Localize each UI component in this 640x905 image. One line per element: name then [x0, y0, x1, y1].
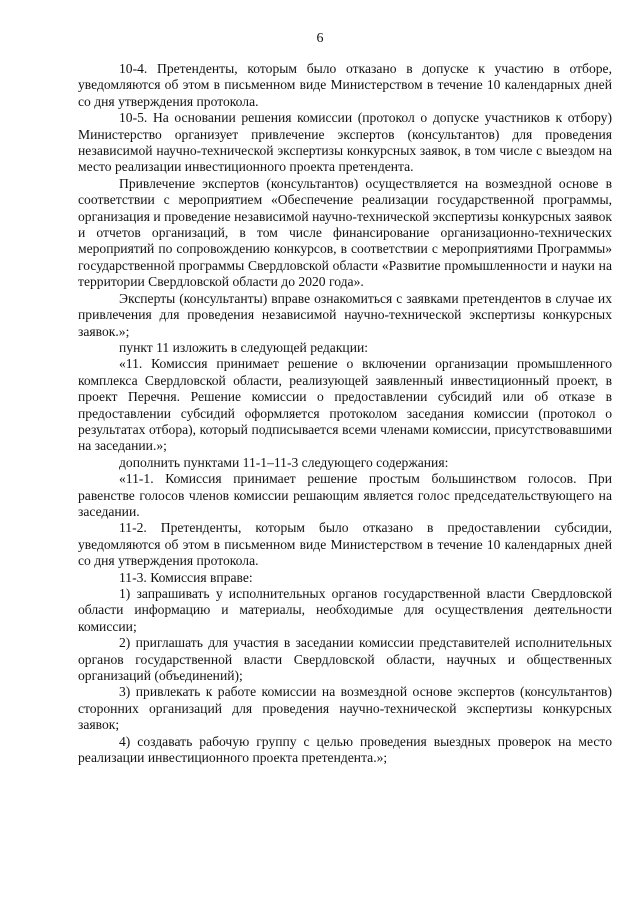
paragraph-experts-rights: Эксперты (консультанты) вправе ознакомиться с заявками претендентов в случае их привлечения для проведения независимой научно-технической экспертизы конкурсных заявок.»; — [78, 290, 612, 339]
paragraph-item-11-intro: пункт 11 изложить в следующей редакции: — [119, 339, 369, 355]
page-number: 6 — [316, 31, 324, 46]
list-item-4: 4) создавать рабочую группу с целью проведения выездных проверок на место реализации инвестиционного проекта претендента.»; — [78, 733, 612, 766]
list-item-3: 3) привлекать к работе комиссии на возмездной основе экспертов (консультантов) сторонних организаций для проведения научно-технической экспертизы конкурсных заявок; — [78, 684, 612, 733]
paragraph-11-1: «11-1. Комиссия принимает решение простым большинством голосов. При равенстве голосов членов комиссии решающим является голос председательствующего на заседании. — [78, 471, 612, 519]
list-item-1: 1) запрашивать у исполнительных органов государственной власти Свердловской области информацию и материалы, необходимые для осуществления деятельности комиссии; — [78, 586, 612, 634]
paragraph-10-4: 10-4. Претенденты, которым было отказано в допуске к участию в отборе, уведомляются об этом в письменном виде Министерством в течение 10 календарных дней со дня утверждения протокола. — [78, 61, 612, 109]
paragraph-add-items-intro: дополнить пунктами 11-1–11-3 следующего содержания: — [119, 454, 449, 470]
paragraph-11: «11. Комиссия принимает решение о включении организации промышленного комплекса Свердловской области, реализующей заявленный инвестиционный проект, в проект Перечня. Решение комиссии о предоставлении субсидий или об отказе в предоставлении субсидий оформляется протоколом заседания комиссии (протокол о результатах отбора), который подписывается всеми членами комиссии, присутствовавшими на заседании.»; — [78, 356, 612, 454]
list-item-2: 2) приглашать для участия в заседании комиссии представителей исполнительных органов государственной власти Свердловской области, научных и общественных организаций (объединений); — [78, 635, 612, 684]
document-body — [78, 61, 612, 766]
paragraph-11-2: 11-2. Претенденты, которым было отказано в предоставлении субсидии, уведомляются об этом в письменном виде Министерством в течение 10 календарных дней со дня утверждения протокола. — [78, 520, 612, 569]
paragraph-10-5: 10-5. На основании решения комиссии (протокол о допуске участников к отбору) Министерство организует привлечение экспертов (консультантов) для проведения независимой научно-технической экспертизы конкурсных заявок, в том числе с выездом на место реализации инвестиционного проекта претендента. — [78, 110, 612, 175]
paragraph-11-3: 11-3. Комиссия вправе: — [119, 569, 253, 585]
paragraph-experts-engagement: Привлечение экспертов (консультантов) осуществляется на возмездной основе в соответствии с мероприятием «Обеспечение реализации государственной программы, организация и проведение независимой научно-технической экспертизы конкурсных заявок и отчетов организаций, в том числе финансирование организационно-технических мероприятий по сопровождению конкурсов, в соответствии с мероприятиями Программы» государственной программы Свердловской области «Развитие промышленности и науки на территории Свердловской области до 2020 года». — [78, 175, 612, 290]
